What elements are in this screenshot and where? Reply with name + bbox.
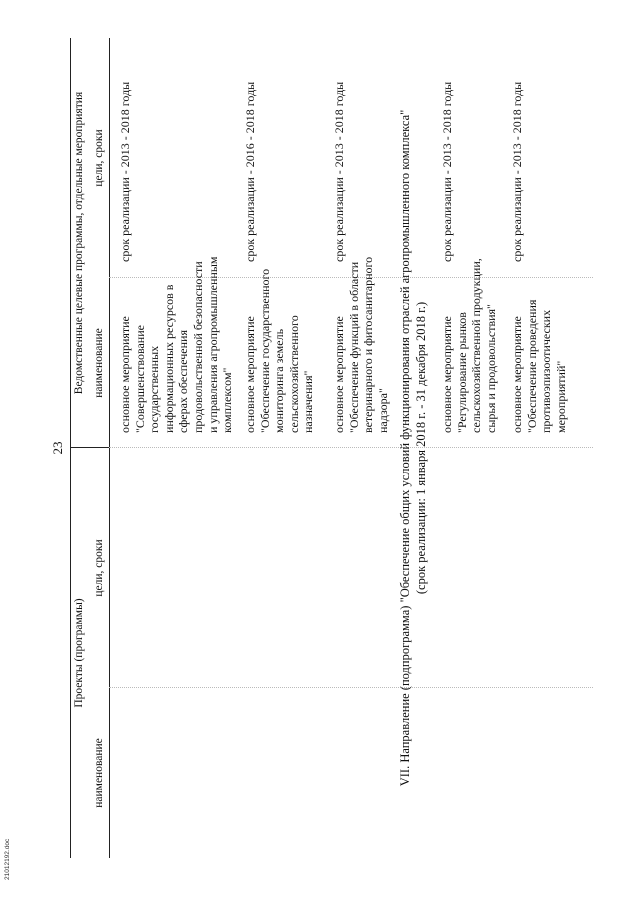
rotated-page: [48, 38, 593, 858]
item-term: срок реализации - 2016 - 2018 годы: [243, 81, 257, 262]
item-line: сельскохозяйственного: [286, 315, 301, 433]
item-line: "Совершенствование: [132, 325, 147, 433]
item-line: мониторинга земель: [272, 328, 287, 433]
item-line: надзора": [375, 388, 390, 433]
section-subheading: (срок реализации: 1 января 2018 г. - 31 декабря 2018 г.): [414, 301, 428, 595]
table-header-rule: [109, 38, 110, 858]
item-line: комплексом": [220, 367, 235, 433]
column-guide: [109, 447, 593, 448]
header-projects: Проекты (программы): [73, 598, 85, 708]
item-term: срок реализации - 2013 - 2018 годы: [332, 81, 346, 262]
item-line: "Обеспечение государственного: [257, 268, 272, 433]
header-name-right: наименование: [93, 328, 105, 398]
list-item-name: [118, 233, 235, 433]
footer-doc-code: 21012192.doc: [4, 838, 11, 880]
item-line: основное мероприятие: [118, 316, 132, 433]
item-line: мероприятий": [553, 360, 568, 433]
item-term: срок реализации - 2013 - 2018 годы: [440, 81, 454, 262]
list-item-name: [332, 233, 390, 433]
item-line: основное мероприятие: [243, 316, 257, 433]
item-line: продовольственной безопасности: [190, 261, 205, 433]
item-line: ветеринарного и фитосанитарного: [361, 256, 376, 433]
header-departmental-programs: Ведомственные целевые программы, отдельные мероприятия: [73, 91, 85, 395]
page-number: 23: [50, 441, 65, 455]
item-line: государственных: [147, 345, 162, 433]
section-heading: VII. Направление (подпрограмма) "Обеспечение общих условий функционирования отраслей агропромышленного комплекса": [398, 109, 412, 787]
item-line: основное мероприятие: [440, 316, 454, 433]
item-line: сырья и продовольствия": [483, 304, 498, 433]
item-line: сферах обеспечения: [176, 330, 191, 433]
item-line: основное мероприятие: [510, 316, 524, 433]
header-goals-left: цели, сроки: [93, 539, 105, 597]
item-line: и управления агропромышленным: [205, 256, 220, 433]
list-item-name: [440, 233, 498, 433]
item-line: сельскохозяйственной продукции,: [469, 258, 484, 433]
list-item-name: [243, 233, 316, 433]
item-line: противоэпизоотических: [539, 309, 554, 433]
header-goals-right: цели, сроки: [93, 129, 105, 187]
item-line: основное мероприятие: [332, 316, 346, 433]
table-top-rule: [70, 38, 71, 858]
item-line: "Регулирование рынков: [454, 312, 469, 433]
item-line: "Обеспечение функций в области: [346, 261, 361, 433]
item-term: срок реализации - 2013 - 2018 годы: [510, 81, 524, 262]
header-name-left: наименование: [93, 738, 105, 808]
item-term: срок реализации - 2013 - 2018 годы: [118, 81, 132, 262]
list-item-name: [510, 233, 568, 433]
column-guide: [109, 687, 593, 688]
item-line: информационных ресурсов в: [161, 284, 176, 433]
item-line: назначения": [301, 370, 316, 433]
item-line: "Обеспечение проведения: [524, 299, 539, 433]
